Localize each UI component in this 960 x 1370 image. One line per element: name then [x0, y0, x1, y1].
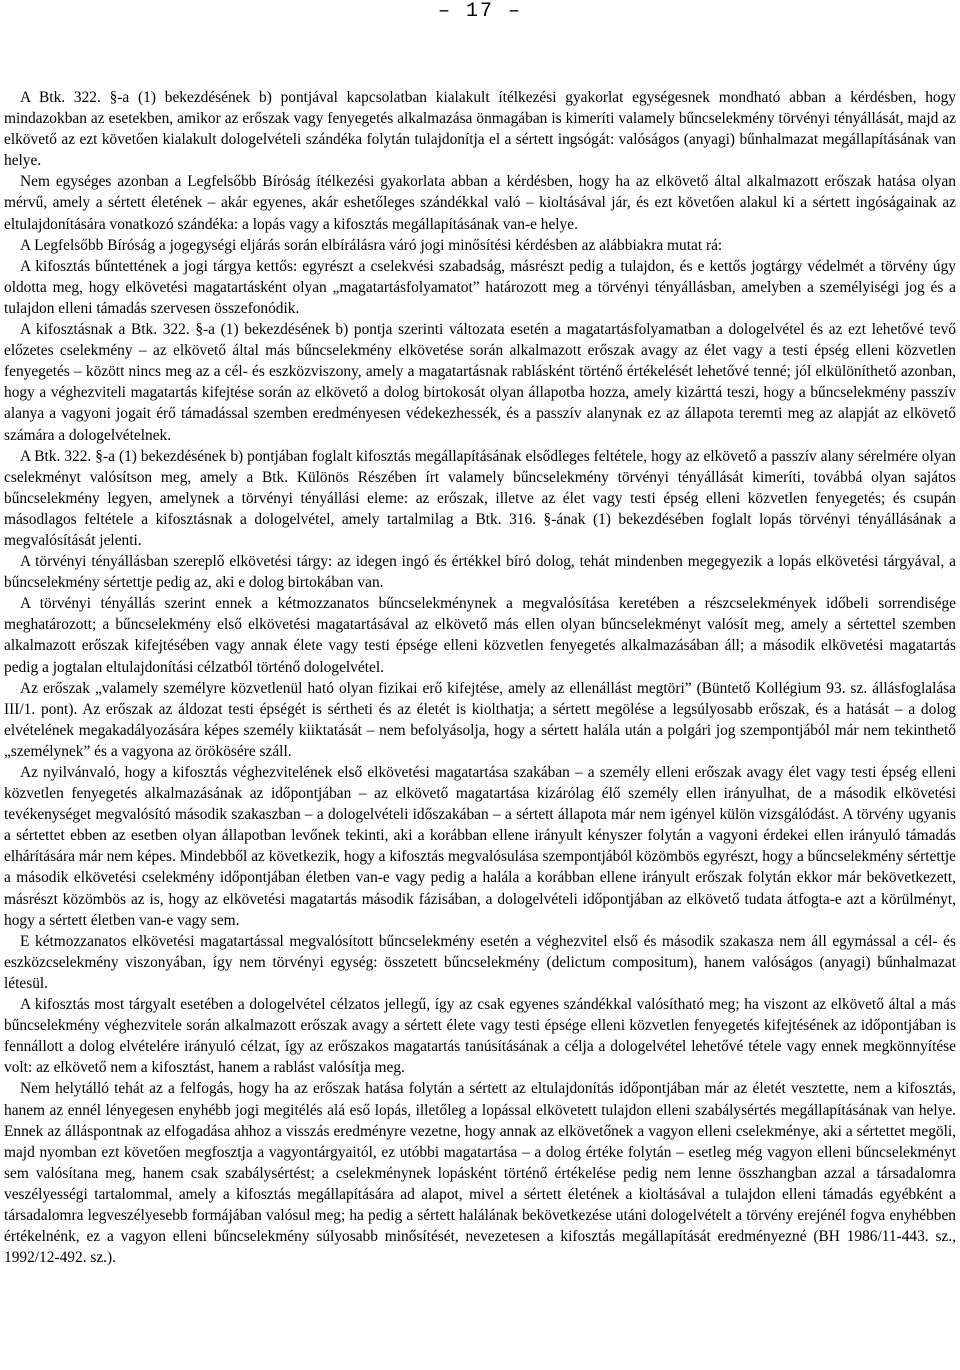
- document-body: [4, 87, 956, 1268]
- paragraph: Az nyilvánvaló, hogy a kifosztás véghezvitelének első elkövetési magatartása szakában – a személy elleni erőszak avagy élet vagy testi épség elleni közvetlen fenyegetés alkalmazásának az időpontjában – az elkövető magatartása kizárólag élő személy ellen irányulhat, de a második elkövetési tevékenységet megvalósító második szakaszban – a dologelvételi időszakában – a sértett állapota már nem igényel külön vizsgálódást. A törvény ugyanis a sértettet ebben az esetben olyan állapotban levőnek tekinti, aki a korábban ellene irányult kényszer folytán a vagyoni érdekei ellen irányuló támadás elhárítására már nem képes. Mindebből az következik, hogy a kifosztás megvalósulása szempontjából közömbös egyrészt, hogy a bűncselekmény sértettje a második elkövetési cselekmény időpontjában életben van-e vagy pedig a halála a korábban ellene irányult erőszak folytán ekkor már bekövetkezett, másrészt közömbös az is, hogy az elkövetési magatartás második fázisában, a dologelvételi időpontjában az elkövető tudata átfogta-e azt a körülményt, hogy a sértett életben van-e vagy sem.: [4, 764, 956, 929]
- paragraph: A Legfelsőbb Bíróság a jogegységi eljárás során elbírálásra váró jogi minősítési kérdésben az alábbiakra mutat rá:: [20, 236, 723, 254]
- paragraph: Nem helytálló tehát az a felfogás, hogy ha az erőszak hatása folytán a sértett az eltulajdonítás időpontjában már az életét vesztette, nem a kifosztás, hanem az ennél lényegesen enyhébb jogi megitélés alá eső lopás, illetőleg a lopással elkövetett tulajdon elleni szabálysértés megállapításának van helye. Ennek az álláspontnak az elfogadása ahhoz a visszás eredményre vezetne, hogy annak az elkövetőnek a vagyon elleni cselekménye, aki a sértettet megöli, majd nyomban ezt követően megfosztja a vagyontárgyaitól, ez utóbbi magatartása – a dolog értéke folytán – esetleg még vagyon elleni bűncselekményt sem valósítana meg, hanem csak szabálysértést; a cselekménynek lopásként történő értékelése pedig nem lenne összhangban azzal a társadalomra veszélyességi tartalommal, amely a kifosztás megállapítására ad alapot, mivel a sértett életének a kioltásával a tulajdon elleni támadás egyébként a társadalomra legveszélyesebb formájában valósul meg; ha pedig a sértett halálának bekövetkezése utáni dologelvételt a törvény erejénél fogva enyhébben értékelnénk, ez a vagyon elleni bűncselekmény súlyosabb minősítését, nevezetesen a kifosztás megállapítását eredményezné (BH 1986/11-443. sz., 1992/12-492. sz.).: [4, 1080, 956, 1267]
- paragraph: A törvényi tényállásban szereplő elkövetési tárgy: az idegen ingó és értékkel bíró dolog, tehát mindenben megegyezik a lopás elkövetési tárgyával, a bűncselekmény sértettje pedig az, aki e dolog birtokában van.: [4, 553, 956, 592]
- paragraph: A Btk. 322. §-a (1) bekezdésének b) pontjában foglalt kifosztás megállapításának elsődleges feltétele, hogy az elkövető a passzív alany sérelmére olyan cselekményt valósítson meg, amely a Btk. Különös Részében írt valamely bűncselekmény törvényi tényállását kimeríti, továbbá olyan sajátos bűncselekmény legyen, amelynek a törvényi tényállási eleme: az erőszak, illetve az élet vagy testi épség elleni közvetlen fenyegetés; és csupán másodlagos feltétele a kifosztásnak a dologelvétel, amely tartalmilag a Btk. 316. §-ának (1) bekezdésében foglalt lopás törvényi tényállásának a megvalósítását jelenti.: [4, 447, 956, 549]
- paragraph: A kifosztás bűntettének a jogi tárgya kettős: egyrészt a cselekvési szabadság, másrészt pedig a tulajdon, és e kettős jogtárgy védelmét a törvény úgy oldotta meg, hogy elkövetési magatartásként olyan „magatartásfolyamatot” határozott meg a törvényi tényállásban, amelyben a személyiségi jog és a tulajdon elleni támadás szervesen összefonódik.: [4, 257, 956, 317]
- paragraph: A kifosztás most tárgyalt esetében a dologelvétel célzatos jellegű, így az csak egyenes szándékkal valósítható meg; ha viszont az elkövető által a más bűncselekmény véghezvitele során alkalmazott erőszak avagy a sértett élete vagy testi épsége elleni közvetlen fenyegetés kifejtésének az időpontjában is fennállott a dolog elvételére irányuló célzat, így az erőszakos magatartás tanúsításának a célja a dologelvétel lehetővé tétele vagy ennek megkönnyítése volt: az elkövető nem a kifosztást, hanem a rablást valósítja meg.: [4, 996, 956, 1077]
- paragraph: E kétmozzanatos elkövetési magatartással megvalósított bűncselekmény esetén a véghezvitel első és második szakasza nem áll egymással a cél- és eszközcselekmény viszonyában, így nem törvényi egység: összetett bűncselekmény (delictum compositum), hanem valóságos (anyagi) bűnhalmazat létesül.: [4, 932, 956, 992]
- page-number: – 17 –: [437, 0, 522, 23]
- paragraph: A Btk. 322. §-a (1) bekezdésének b) pontjával kapcsolatban kialakult ítélkezési gyakorlat egységesnek mondható abban a kérdésben, hogy mindazokban az esetekben, amikor az erőszak vagy fenyegetés alkalmazása önmagában is kimeríti valamely bűncselekmény törvényi tényállását, majd az elkövető az ezt követően kialakult dologelvételi szándéka folytán tulajdonítja el a sértett ingsógát: valóságos (anyagi) bűnhalmazat megállapításának van helye.: [4, 89, 956, 170]
- paragraph: Az erőszak „valamely személyre közvetlenül ható olyan fizikai erő kifejtése, amely az ellenállást megtöri” (Büntető Kollégium 93. sz. állásfoglalása III/1. pont). Az erőszak az áldozat testi épségét is sértheti és az életét is kiolthatja; a sértett megölése a legsúlyosabb erőszak, és a hatását – a dolog elvételének megakadályozására képes személy kiiktatását – nem befolyásolja, hogy a sértett halála után a polgári jog szempontjából már nem tekinthető „személynek” és a vagyona az örökösére száll.: [4, 679, 956, 760]
- paragraph: A kifosztásnak a Btk. 322. §-a (1) bekezdésének b) pontja szerinti változata esetén a magatartásfolyamatban a dologelvétel és az ezt lehetővé tevő előzetes cselekmény – az elkövető által más bűncselekmény elkövetése során alkalmazott erőszak avagy az élet vagy a testi épség elleni közvetlen fenyegetés – között nincs meg az a cél- és eszközviszony, amely a magatartásnak rablásként történő értékelését lehetővé tenné; jól elkülöníthető azonban, hogy a véghezviteli magatartás kifejtése során az elkövető a dolog birtokosát olyan állapotba hozza, amely kizárttá teszi, hogy a bűncselekmény passzív alanya a vagyoni jogait érő támadással szemben eredményesen védekezhessék, és a passzív alanynak ez az állapota teremti meg az alapját az elkövető számára a dologelvételnek.: [4, 321, 956, 444]
- paragraph: A törvényi tényállás szerint ennek a kétmozzanatos bűncselekménynek a megvalósítása keretében a részcselekmények időbeli sorrendisége meghatározott; a bűncselekmény első elkövetési magatartásával az elkövető más ellen olyan bűncselekményt valósít meg, amely a sértettel szemben alkalmazott erőszak kifejtésében vagy annak élete vagy testi épsége elleni közvetlen fenyegetés alkalmazásában áll; a második elkövetési magatartás pedig a jogtalan eltulajdonítási célzatból történő dologelvétel.: [4, 595, 956, 676]
- paragraph: Nem egységes azonban a Legfelsőbb Bíróság ítélkezési gyakorlata abban a kérdésben, hogy ha az elkövető által alkalmazott erőszak hatása olyan mérvű, amely a sértett életének – akár egyenes, akár eshetőleges szándékkal való – kioltásával jár, és ezt követően alakul ki a sértett ingóságainak az eltulajdonítására vonatkozó szándéka: a lopás vagy a kifosztás megállapításának van-e helye.: [4, 173, 956, 233]
